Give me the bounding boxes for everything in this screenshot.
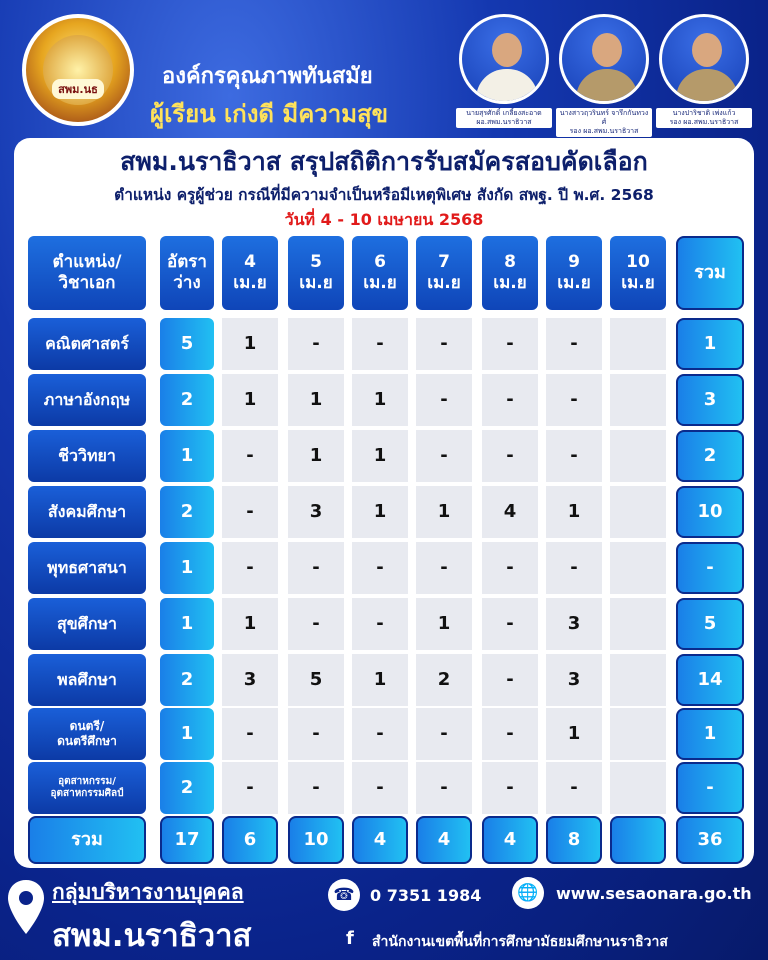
header-day-9 (546, 236, 602, 310)
facebook-page-link[interactable]: สำนักงานเขตพื้นที่การศึกษามัธยมศึกษานราธิวาส (372, 934, 668, 950)
row-subject: ภาษาอังกฤษ (28, 374, 146, 426)
summary-day: 10 (288, 816, 344, 864)
summary-day (610, 816, 666, 864)
header-day-line-1: 9 (568, 251, 580, 272)
summary-label: รวม (28, 816, 146, 864)
table-cell: - (416, 542, 472, 594)
row-subject: พลศึกษา (28, 654, 146, 706)
table-cell: - (482, 654, 538, 706)
table-cell: 3 (222, 654, 278, 706)
table-cell: - (416, 318, 472, 370)
header (0, 0, 768, 140)
location-pin-icon (6, 878, 46, 938)
row-rate: 1 (160, 598, 214, 650)
table-cell (610, 708, 666, 760)
footer-group-name: กลุ่มบริหารงานบุคคล (52, 880, 244, 904)
header-day-line-1: 7 (438, 251, 450, 272)
table-cell: 1 (352, 374, 408, 426)
table-cell: 1 (288, 430, 344, 482)
row-total: - (676, 762, 744, 814)
header-day-line-2: เม.ย (557, 273, 591, 293)
table-cell: - (546, 318, 602, 370)
table-cell: 1 (222, 374, 278, 426)
table-cell: - (482, 598, 538, 650)
person-name: นางปาริชาติ เพ่งแก้ว (672, 109, 736, 117)
table-cell: 5 (288, 654, 344, 706)
table-cell: 1 (546, 486, 602, 538)
row-total: 10 (676, 486, 744, 538)
row-subject: สังคมศึกษา (28, 486, 146, 538)
row-rate: 2 (160, 374, 214, 426)
person-role: ผอ.สพม.นราธิวาส (476, 118, 532, 126)
row-rate: 1 (160, 542, 214, 594)
table-cell: - (546, 374, 602, 426)
facebook-icon: f (346, 928, 354, 949)
globe-icon: 🌐 (512, 877, 544, 909)
obec-logo (22, 14, 134, 126)
website-link[interactable]: www.sesaonara.go.th (556, 884, 752, 903)
table-cell: - (352, 708, 408, 760)
row-rate: 2 (160, 654, 214, 706)
table-cell: - (352, 542, 408, 594)
header-day-line-1: 10 (626, 251, 650, 272)
table-cell: 1 (352, 486, 408, 538)
header-day-line-2: เม.ย (621, 273, 655, 293)
row-total: 14 (676, 654, 744, 706)
slogan-line-1: องค์กรคุณภาพทันสมัย (162, 64, 373, 89)
table-cell (610, 542, 666, 594)
header-total: รวม (676, 236, 744, 310)
person-role: รอง ผอ.สพม.นราธิวาส (669, 118, 739, 126)
table-cell (610, 486, 666, 538)
header-day-line-1: 5 (310, 251, 322, 272)
table-cell: - (416, 430, 472, 482)
row-total: - (676, 542, 744, 594)
table-cell: 2 (416, 654, 472, 706)
table-cell: - (222, 542, 278, 594)
table-cell (610, 374, 666, 426)
summary-day: 6 (222, 816, 278, 864)
table-cell (610, 654, 666, 706)
avatar (559, 14, 649, 104)
table-cell: 1 (352, 654, 408, 706)
summary-day: 8 (546, 816, 602, 864)
logo-text: สพม.นธ (52, 79, 104, 99)
table-cell: 1 (546, 708, 602, 760)
table-cell: - (482, 430, 538, 482)
header-day-line-2: เม.ย (363, 273, 397, 293)
person-role: รอง ผอ.สพม.นราธิวาส (569, 127, 639, 135)
header-day-line-2: เม.ย (427, 273, 461, 293)
header-day-line-1: 6 (374, 251, 386, 272)
table-cell: - (546, 542, 602, 594)
table-cell: - (416, 762, 472, 814)
phone-number: 0 7351 1984 (370, 886, 482, 905)
table-cell: 3 (546, 654, 602, 706)
summary-day: 4 (416, 816, 472, 864)
header-day-line-1: 4 (244, 251, 256, 272)
header-rate (160, 236, 214, 310)
table-cell: - (288, 318, 344, 370)
table-cell: - (546, 762, 602, 814)
header-subject (28, 236, 146, 310)
table-cell: - (222, 708, 278, 760)
row-rate: 2 (160, 762, 214, 814)
table-cell: - (482, 542, 538, 594)
row-subject-line-2: ดนตรีศึกษา (57, 734, 117, 748)
table-cell (610, 598, 666, 650)
avatar (659, 14, 749, 104)
table-cell: 1 (222, 598, 278, 650)
table-cell: - (288, 598, 344, 650)
table-cell: 1 (352, 430, 408, 482)
header-subject-line-2: วิชาเอก (58, 273, 116, 293)
header-day-4 (222, 236, 278, 310)
table-cell: 3 (288, 486, 344, 538)
row-subject (28, 708, 146, 760)
row-rate: 2 (160, 486, 214, 538)
row-subject-line-1: อุตสาหกรรม/ (58, 775, 116, 787)
slogan-line-2: ผู้เรียน เก่งดี มีความสุข (150, 100, 389, 128)
header-day-line-1: 8 (504, 251, 516, 272)
header-day-6 (352, 236, 408, 310)
table-cell: - (482, 318, 538, 370)
row-total: 1 (676, 318, 744, 370)
table-cell: - (352, 762, 408, 814)
summary-day: 4 (352, 816, 408, 864)
table-cell (610, 318, 666, 370)
row-subject-line-1: ดนตรี/ (69, 719, 105, 733)
person-deputy-2 (656, 14, 752, 128)
row-total: 2 (676, 430, 744, 482)
table-cell: - (546, 430, 602, 482)
person-name: นายสุรศักดิ์ เกลี้ยงสะอาด (466, 109, 542, 117)
table-cell (610, 762, 666, 814)
table-cell: 1 (288, 374, 344, 426)
table-cell: 1 (416, 486, 472, 538)
header-day-line-2: เม.ย (493, 273, 527, 293)
row-rate: 1 (160, 708, 214, 760)
header-day-5 (288, 236, 344, 310)
row-rate: 5 (160, 318, 214, 370)
row-subject: พุทธศาสนา (28, 542, 146, 594)
header-day-7 (416, 236, 472, 310)
table-cell: 4 (482, 486, 538, 538)
table-cell: - (222, 486, 278, 538)
table-cell: - (352, 598, 408, 650)
table-cell: 3 (546, 598, 602, 650)
row-total: 1 (676, 708, 744, 760)
table-cell (610, 430, 666, 482)
table-cell: 1 (222, 318, 278, 370)
row-subject-line-2: อุตสาหกรรมศิลป์ (50, 788, 124, 799)
main-title: สพม.นราธิวาส สรุปสถิติการรับสมัครสอบคัดเลือก (120, 147, 648, 176)
table-cell: - (222, 762, 278, 814)
header-rate-line-2: ว่าง (173, 273, 201, 293)
row-subject: สุขศึกษา (28, 598, 146, 650)
summary-total: 36 (676, 816, 744, 864)
table-cell: 1 (416, 598, 472, 650)
row-total: 3 (676, 374, 744, 426)
table-cell: - (482, 708, 538, 760)
row-subject: ชีววิทยา (28, 430, 146, 482)
table-cell: - (482, 762, 538, 814)
table-cell: - (352, 318, 408, 370)
table-cell: - (416, 708, 472, 760)
table-cell: - (416, 374, 472, 426)
person-name: นางสาวฤวรินทร์ จารึกกันทวงศ์ (559, 109, 649, 126)
sub-title: ตำแหน่ง ครูผู้ช่วย กรณีที่มีความจำเป็นหรือมีเหตุพิเศษ สังกัด สพฐ. ปี พ.ศ. 2568 (114, 186, 654, 204)
avatar (459, 14, 549, 104)
row-subject (28, 762, 146, 814)
person-director (456, 14, 552, 128)
header-day-10 (610, 236, 666, 310)
footer-office-name: สพม.นราธิวาส (52, 918, 252, 954)
header-day-8 (482, 236, 538, 310)
header-day-line-2: เม.ย (233, 273, 267, 293)
header-rate-line-1: อัตรา (167, 251, 207, 272)
table-cell: - (288, 762, 344, 814)
phone-icon: ☎ (328, 879, 360, 911)
row-total: 5 (676, 598, 744, 650)
table-cell: - (482, 374, 538, 426)
row-rate: 1 (160, 430, 214, 482)
table-cell: - (288, 542, 344, 594)
person-deputy-1 (556, 14, 652, 137)
summary-rate: 17 (160, 816, 214, 864)
summary-day: 4 (482, 816, 538, 864)
table-cell: - (288, 708, 344, 760)
header-subject-line-1: ตำแหน่ง/ (52, 251, 122, 272)
table-cell: - (222, 430, 278, 482)
header-day-line-2: เม.ย (299, 273, 333, 293)
date-range: วันที่ 4 - 10 เมษายน 2568 (284, 210, 484, 229)
row-subject: คณิตศาสตร์ (28, 318, 146, 370)
